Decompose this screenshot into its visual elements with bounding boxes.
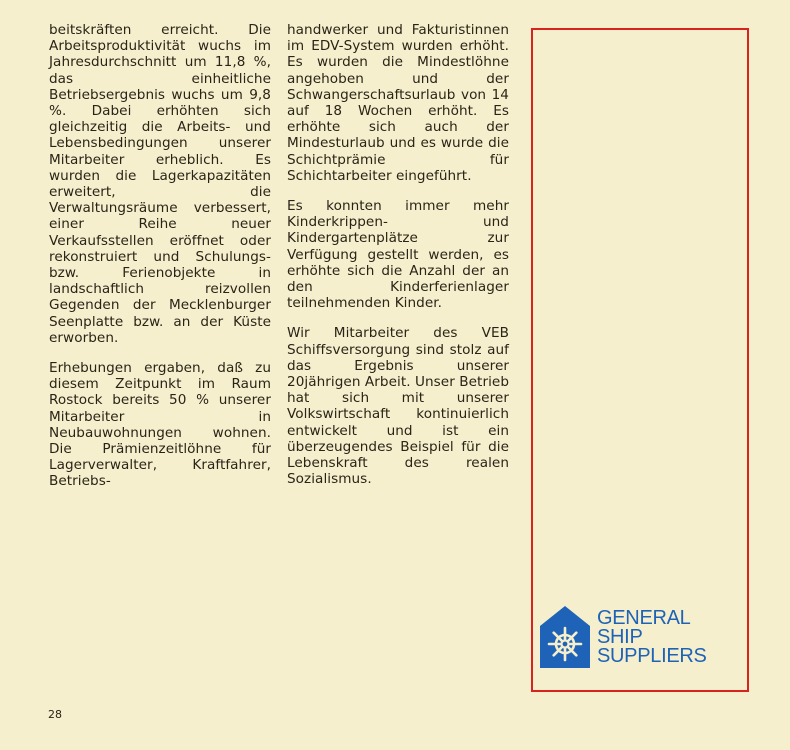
red-frame xyxy=(531,28,749,692)
ship-wheel-house-icon xyxy=(540,606,590,668)
paragraph: handwerker und Fakturistinnen im EDV-System wurden erhöht. Es wurden die Mindestlöhne angehoben und der Schwangerschaftsurlaub von 14 auf 18 Wochen erhöht. Es erhöhte sich auch der Mindesturlaub und es wurde die Schichtprämie für Schichtarbeiter eingeführt. xyxy=(287,22,509,184)
paragraph: beitskräften erreicht. Die Arbeitsproduktivität wuchs im Jahresdurchschnitt um 11,8 %, das einheitliche Betriebsergebnis wuchs um 9,8 %. Dabei erhöhten sich gleichzeitig die Arbeits- und Lebensbedingungen unserer Mitarbeiter erheblich. Es wurden die Lagerkapazitäten erweitert, die Verwaltungsräume verbessert, einer Reihe neuer Verkaufsstellen eröffnet oder rekonstruiert und Schulungs- bzw. Ferienobjekte in landschaftlich reizvollen Gegenden der Mecklenburger Seenplatte bzw. an der Küste erworben. xyxy=(49,22,271,346)
text-column-right xyxy=(287,22,509,501)
page-number: 28 xyxy=(48,708,62,721)
paragraph: Erhebungen ergaben, daß zu diesem Zeitpunkt im Raum Rostock bereits 50 % unserer Mitarbeiter in Neubauwohnungen wohnen. Die Prämienzeitlöhne für Lagerverwalter, Kraftfahrer, Betriebs- xyxy=(49,360,271,490)
paragraph: Es konnten immer mehr Kinderkrippen- und Kindergartenplätze zur Verfügung gestellt werden, es erhöhte sich die Anzahl der an den Kinderferienlager teilnehmenden Kinder. xyxy=(287,198,509,312)
text-column-left xyxy=(49,22,271,504)
company-logo xyxy=(540,606,730,672)
logo-wordmark xyxy=(597,609,707,666)
paragraph: Wir Mitarbeiter des VEB Schiffsversorgung sind stolz auf das Ergebnis unserer 20jährigen Arbeit. Unser Betrieb hat sich mit unserer Volkswirtschaft kontinuierlich entwickelt und ist ein überzeugendes Beispiel für die Lebenskraft des realen Sozialismus. xyxy=(287,325,509,488)
logo-line-general: GENERAL xyxy=(597,607,691,629)
logo-line-suppliers: SUPPLIERS xyxy=(597,645,707,667)
logo-line-ship: SHIP xyxy=(597,626,643,648)
